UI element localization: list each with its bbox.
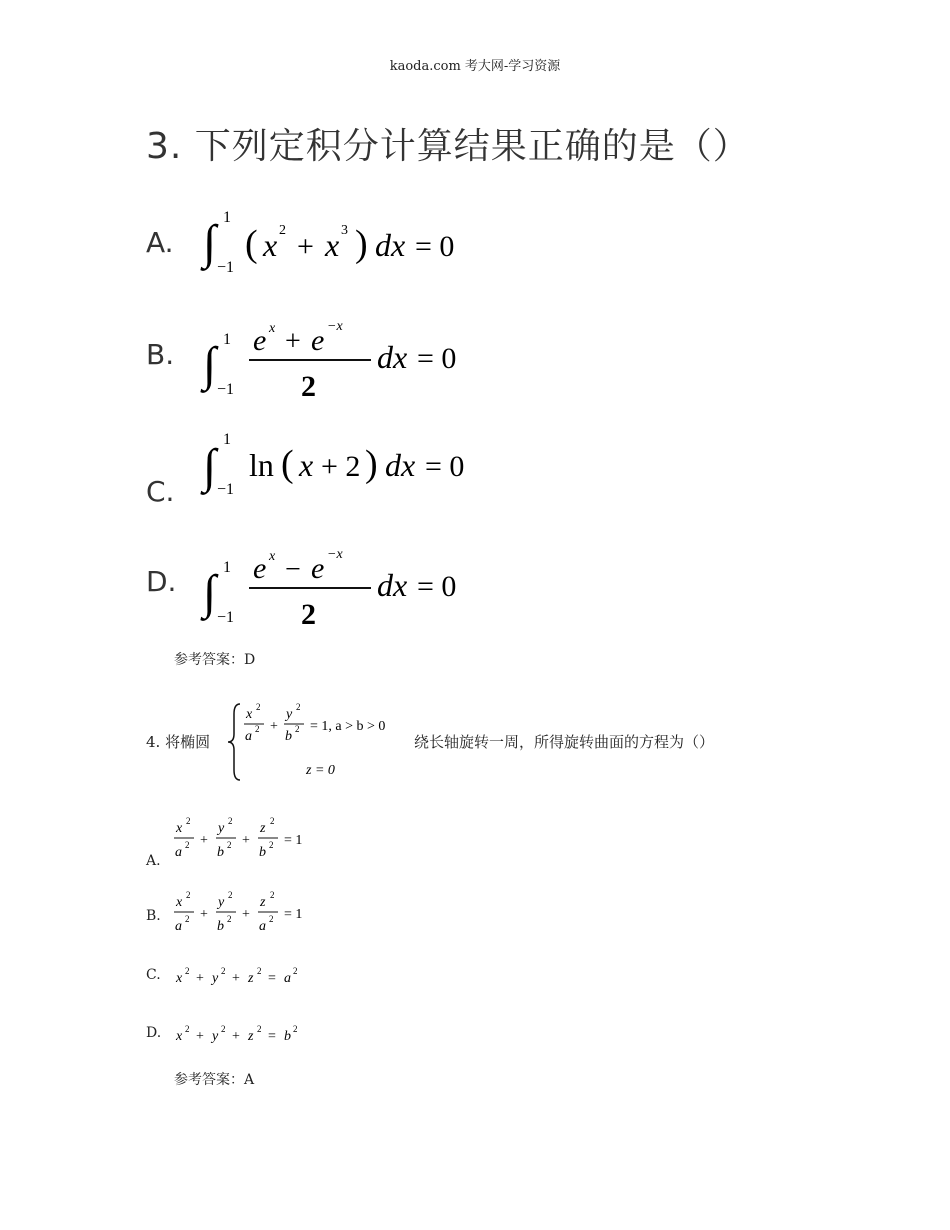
svg-text:x: x [176, 1029, 183, 1044]
q3-option-c-formula [195, 424, 515, 504]
q3-option-d-lower-limit: −1 [217, 609, 235, 626]
svg-text:x: x [176, 971, 183, 986]
svg-text:b: b [259, 845, 266, 860]
svg-text:2: 2 [185, 1024, 190, 1034]
q4-prefix: 4. 将椭圆 [146, 733, 211, 751]
svg-text:2: 2 [269, 840, 274, 850]
svg-text:y: y [212, 971, 219, 986]
q4-system-line1-tail: = 1, a > b > 0 [310, 719, 386, 734]
svg-text:2: 2 [295, 724, 300, 734]
page-header: kaoda.com 考大网-学习资源 [389, 59, 561, 74]
svg-text:): ) [365, 443, 378, 485]
svg-text:−: − [285, 554, 301, 585]
svg-text:2: 2 [279, 223, 286, 238]
svg-text:dx: dx [377, 567, 408, 603]
svg-text:b: b [285, 729, 292, 744]
svg-text:y: y [286, 707, 293, 722]
svg-text:= 0: = 0 [417, 342, 457, 375]
svg-text:2: 2 [301, 370, 316, 403]
q3-option-b-label: B. [146, 338, 175, 371]
q4-option-c-label: C. [146, 967, 161, 983]
svg-text:+: + [242, 833, 250, 848]
svg-text:z: z [260, 895, 266, 910]
svg-text:dx: dx [385, 447, 416, 483]
q3-option-c-upper-limit: 1 [223, 431, 231, 448]
svg-text:a: a [245, 729, 252, 744]
svg-text:2: 2 [185, 914, 190, 924]
q4-answer: 参考答案：A [174, 1072, 255, 1088]
svg-text:e: e [311, 324, 325, 357]
svg-text:x: x [263, 227, 278, 263]
q3-option-c-label: C. [146, 475, 175, 508]
svg-text:2: 2 [186, 890, 191, 900]
svg-text:∫: ∫ [203, 216, 217, 269]
svg-text:2: 2 [227, 840, 232, 850]
svg-text:2: 2 [255, 724, 260, 734]
q4-suffix: 绕长轴旋转一周，所得旋转曲面的方程为（） [414, 733, 715, 751]
svg-text:+ 2: + 2 [321, 450, 361, 483]
svg-text:z: z [248, 1029, 254, 1044]
svg-text:a: a [284, 971, 291, 986]
svg-text:a: a [175, 845, 182, 860]
svg-text:e: e [311, 552, 325, 585]
q3-option-a-upper-limit: 1 [223, 209, 231, 226]
svg-text:+: + [232, 971, 240, 986]
svg-text:x: x [176, 821, 183, 836]
svg-text:x: x [269, 321, 276, 336]
svg-text:2: 2 [293, 966, 298, 976]
svg-text:−x: −x [327, 319, 343, 334]
q3-option-d-upper-limit: 1 [223, 559, 231, 576]
svg-text:= 0: = 0 [425, 450, 465, 483]
svg-text:+: + [196, 971, 204, 986]
q4-option-c-formula [172, 960, 322, 990]
q4-option-d-label: D. [146, 1025, 162, 1041]
svg-text:2: 2 [227, 914, 232, 924]
q4-system-brace [228, 704, 240, 780]
svg-text:∫: ∫ [203, 338, 217, 391]
q3-option-b-upper-limit: 1 [223, 331, 231, 348]
svg-text:x: x [299, 447, 314, 483]
svg-text:): ) [355, 223, 368, 265]
svg-text:+: + [232, 1029, 240, 1044]
svg-text:e: e [253, 324, 267, 357]
svg-text:2: 2 [221, 966, 226, 976]
svg-text:2: 2 [269, 914, 274, 924]
q4-system-line2: z = 0 [306, 763, 335, 778]
q4-option-d-formula [172, 1018, 322, 1048]
svg-text:2: 2 [270, 890, 275, 900]
q4-option-a-formula [172, 812, 322, 868]
svg-text:+: + [196, 1029, 204, 1044]
svg-text:2: 2 [296, 702, 301, 712]
svg-text:+: + [242, 907, 250, 922]
q3-option-c-lower-limit: −1 [217, 481, 235, 498]
svg-text:y: y [218, 895, 225, 910]
svg-text:dx: dx [377, 339, 408, 375]
svg-text:= 0: = 0 [417, 570, 457, 603]
svg-text:+: + [285, 326, 301, 357]
q3-option-a-label: A. [146, 226, 174, 259]
svg-text:a: a [175, 919, 182, 934]
svg-text:2: 2 [256, 702, 261, 712]
svg-text:2: 2 [257, 966, 262, 976]
q3-option-b-lower-limit: −1 [217, 381, 235, 398]
svg-text:a: a [259, 919, 266, 934]
svg-text:2: 2 [221, 1024, 226, 1034]
svg-text:y: y [212, 1029, 219, 1044]
svg-text:x: x [269, 549, 276, 564]
svg-text:3: 3 [341, 223, 348, 238]
q4-ellipse-system [226, 700, 416, 784]
svg-text:2: 2 [293, 1024, 298, 1034]
svg-text:= 0: = 0 [415, 230, 455, 263]
svg-text:∫: ∫ [203, 440, 217, 493]
svg-text:x: x [176, 895, 183, 910]
svg-text:2: 2 [270, 816, 275, 826]
svg-text:b: b [217, 845, 224, 860]
svg-text:2: 2 [185, 840, 190, 850]
svg-text:2: 2 [228, 890, 233, 900]
q3-option-a-lparen: ( [245, 223, 258, 265]
q3-answer: 参考答案：D [174, 652, 256, 668]
svg-text:= 1: = 1 [284, 833, 303, 848]
svg-text:+: + [270, 719, 278, 734]
svg-text:= 1: = 1 [284, 907, 303, 922]
svg-text:2: 2 [228, 816, 233, 826]
q3-option-d-formula [195, 536, 515, 636]
svg-text:x: x [246, 707, 253, 722]
q4-option-b-label: B. [146, 908, 161, 924]
q4-option-b-formula [172, 886, 322, 942]
question-3-title: 3. 下列定积分计算结果正确的是（） [146, 126, 750, 167]
svg-text:+: + [297, 230, 314, 263]
svg-text:b: b [217, 919, 224, 934]
svg-text:=: = [268, 971, 276, 986]
svg-text:−x: −x [327, 547, 343, 562]
q3-option-a-lower-limit: −1 [217, 259, 235, 276]
svg-text:dx: dx [375, 227, 406, 263]
svg-text:(: ( [281, 443, 294, 485]
svg-text:ln: ln [249, 447, 274, 483]
svg-text:z: z [248, 971, 254, 986]
q3-option-a-formula [195, 200, 515, 280]
svg-text:+: + [200, 907, 208, 922]
svg-text:∫: ∫ [203, 566, 217, 619]
svg-text:+: + [200, 833, 208, 848]
q3-option-b-formula [195, 310, 515, 410]
q4-option-a-label: A. [146, 853, 161, 869]
svg-text:2: 2 [301, 598, 316, 631]
svg-text:z: z [260, 821, 266, 836]
svg-text:b: b [284, 1029, 291, 1044]
q3-option-d-label: D. [146, 565, 177, 598]
svg-text:y: y [218, 821, 225, 836]
svg-text:e: e [253, 552, 267, 585]
svg-text:2: 2 [185, 966, 190, 976]
svg-text:2: 2 [257, 1024, 262, 1034]
svg-text:=: = [268, 1029, 276, 1044]
svg-text:2: 2 [186, 816, 191, 826]
svg-text:x: x [325, 227, 340, 263]
